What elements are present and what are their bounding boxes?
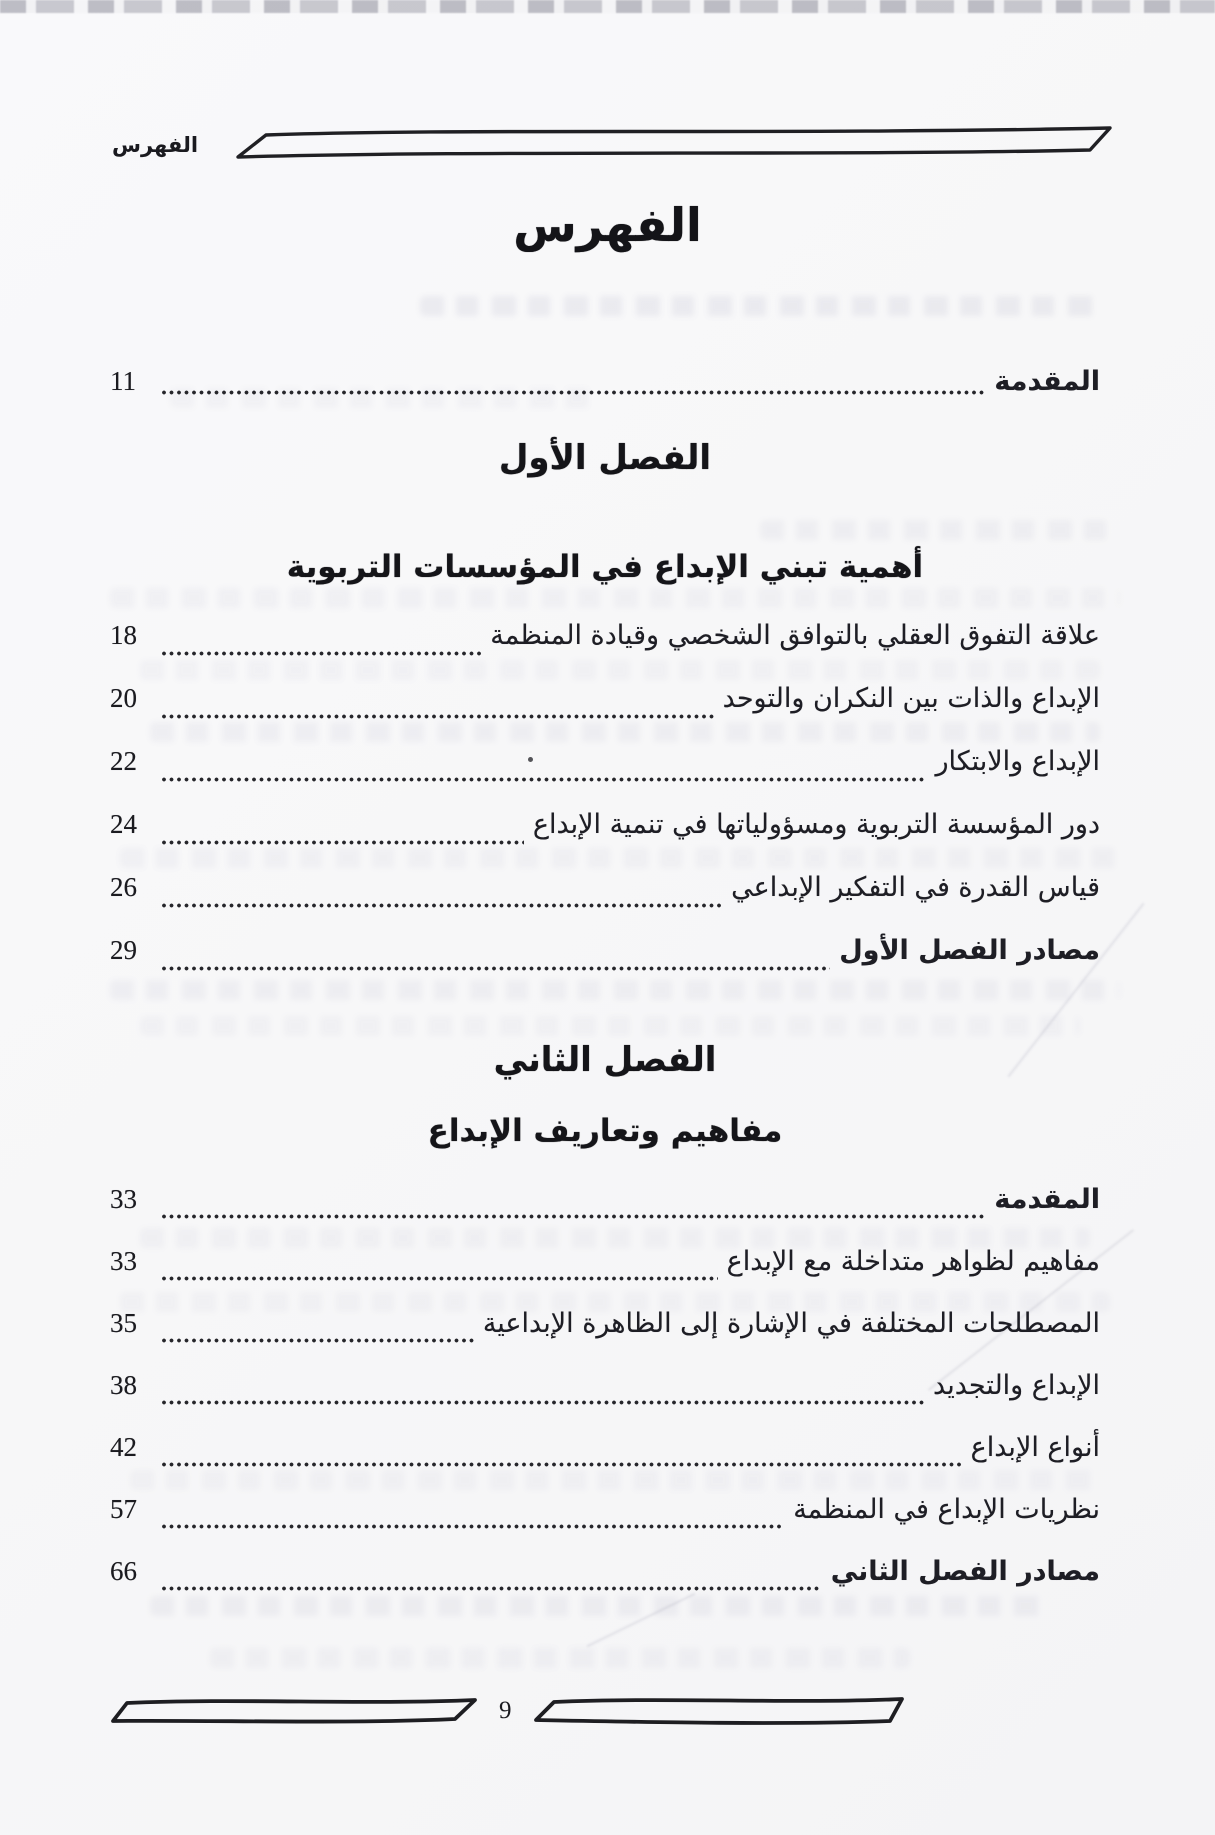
page-title: الفهرس: [513, 198, 702, 252]
toc-entry-label: دور المؤسسة التربوية ومسؤولياتها في تنمية الإبداع: [532, 809, 1100, 840]
toc-entry: [110, 791, 1100, 854]
toc-entry-label: نظريات الإبداع في المنظمة: [793, 1494, 1100, 1525]
toc-entry: [110, 665, 1100, 728]
header-section-label: الفهرس: [112, 133, 199, 157]
toc-entry-page-number: 26: [110, 872, 137, 902]
footer-page-number: 9: [499, 1697, 512, 1724]
toc-intro-entry: [110, 348, 1100, 404]
dot-leader: [161, 389, 985, 396]
toc-entry-page-number: 24: [110, 809, 137, 839]
toc-entry-label: أنواع الإبداع: [970, 1432, 1100, 1463]
dot-leader: [161, 1461, 962, 1468]
toc-entry-label: المقدمة: [994, 366, 1100, 397]
bleedthrough-artifact: [420, 296, 1100, 316]
dot-leader: [161, 1275, 718, 1282]
toc-entry-page-number: 11: [110, 366, 136, 396]
dot-leader: [161, 713, 714, 720]
dot-leader: [161, 839, 524, 846]
toc-entry-label: الإبداع والذات بين النكران والتوحد: [722, 683, 1100, 714]
toc-entry-label: المصطلحات المختلفة في الإشارة إلى الظاهرة الإبداعية: [482, 1308, 1100, 1339]
toc-entry-page-number: 66: [110, 1556, 137, 1586]
header-banner-ribbon: [222, 124, 1120, 164]
toc-entry: [110, 728, 1100, 791]
toc-entry-page-number: 42: [110, 1432, 137, 1462]
toc-entry-page-number: 38: [110, 1370, 137, 1400]
chapter-subtitle: مفاهيم وتعاريف الإبداع: [427, 1113, 783, 1149]
dot-leader: [161, 1213, 985, 1220]
page-footer: [103, 1695, 925, 1727]
toc-entry: [110, 602, 1100, 665]
toc-entry: [110, 917, 1100, 980]
chapter-entries: [110, 1166, 1100, 1600]
toc-entry-label: الإبداع والتجديد: [933, 1370, 1100, 1401]
toc-entry: [110, 1414, 1100, 1476]
toc-entry-label: قياس القدرة في التفكير الإبداعي: [731, 872, 1100, 903]
chapter-heading: الفصل الأول: [498, 438, 712, 478]
chapter-heading: الفصل الثاني: [493, 1040, 717, 1080]
toc-entry: [110, 1538, 1100, 1600]
toc-entry-label: علاقة التفوق العقلي بالتوافق الشخصي وقيادة المنظمة: [490, 620, 1100, 651]
toc-entry-page-number: 20: [110, 683, 137, 713]
toc-entry-label: مصادر الفصل الأول: [839, 935, 1100, 966]
toc-entry: [110, 348, 1100, 404]
toc-entry-page-number: 33: [110, 1184, 137, 1214]
toc-entry-page-number: 22: [110, 746, 137, 776]
toc-entry-label: الإبداع والابتكار: [935, 746, 1100, 777]
toc-entry-label: مفاهيم لظواهر متداخلة مع الإبداع: [726, 1246, 1100, 1277]
dot-leader: [161, 1585, 822, 1592]
dot-leader: [161, 650, 481, 657]
toc-chapter-section: [110, 1040, 1100, 1600]
dot-leader: [161, 776, 926, 783]
scan-artifact-top-edge: [0, 0, 1215, 13]
dot-leader: [161, 1399, 924, 1406]
toc-entry-page-number: 33: [110, 1246, 137, 1276]
dot-leader: [161, 1523, 784, 1530]
bleedthrough-artifact: [110, 980, 1120, 1000]
toc-entry: [110, 1228, 1100, 1290]
toc-entry-label: المقدمة: [994, 1184, 1100, 1215]
dot-leader: [161, 965, 830, 972]
toc-entry-page-number: 35: [110, 1308, 137, 1338]
toc-entry: [110, 854, 1100, 917]
toc-entry-label: مصادر الفصل الثاني: [830, 1556, 1100, 1587]
toc-entry: [110, 1290, 1100, 1352]
chapter-entries: [110, 602, 1100, 980]
bleedthrough-artifact: [140, 1016, 1080, 1036]
toc-entry-page-number: 57: [110, 1494, 137, 1524]
toc-entry: [110, 1476, 1100, 1538]
dot-leader: [161, 902, 722, 909]
toc-entry: [110, 1352, 1100, 1414]
bleedthrough-artifact: [210, 1648, 910, 1668]
toc-chapter-section: [110, 438, 1100, 980]
toc-entry-page-number: 29: [110, 935, 137, 965]
toc-entry: [110, 1166, 1100, 1228]
footer-ribbon-left: [103, 1695, 483, 1727]
dot-leader: [161, 1337, 474, 1344]
footer-ribbon-right: [528, 1695, 908, 1727]
toc-entry-page-number: 18: [110, 620, 137, 650]
chapter-subtitle: أهمية تبني الإبداع في المؤسسات التربوية: [286, 549, 924, 585]
